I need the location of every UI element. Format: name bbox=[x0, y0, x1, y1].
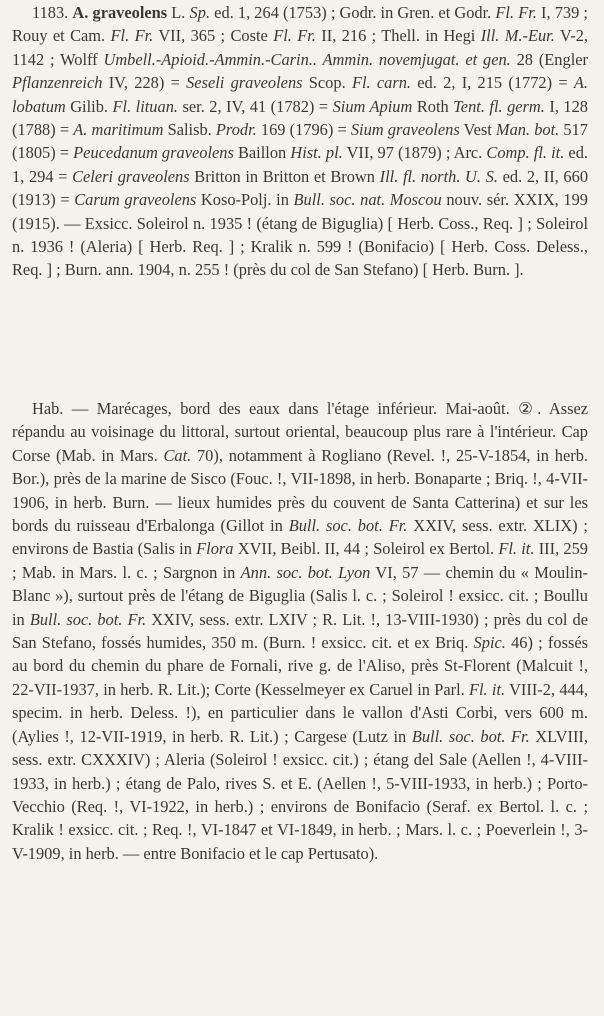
text-segment: I, 128 (1788) = bbox=[12, 96, 588, 140]
italic-segment: Fl. it. bbox=[468, 679, 506, 699]
italic-segment: Spic. bbox=[473, 633, 506, 653]
italic-segment: A. maritimum bbox=[73, 120, 164, 140]
text-segment: ed. 2, II, 660 (1913) = bbox=[12, 166, 589, 210]
italic-segment: Bull. soc. bot. Fr. bbox=[288, 516, 408, 536]
italic-segment: Bull. soc. bot. Fr. bbox=[29, 609, 147, 629]
text-segment: Vest bbox=[459, 120, 496, 140]
entry-number: 1183. bbox=[32, 3, 69, 22]
italic-segment: Man. bot. bbox=[495, 120, 560, 140]
text-segment: I, 739 ; Rouy et Cam. bbox=[12, 3, 588, 46]
italic-segment: Fl. Fr. bbox=[110, 26, 154, 46]
italic-segment: Fl. it. bbox=[498, 539, 535, 559]
italic-segment: Ann. soc. bot. Lyon bbox=[240, 562, 371, 582]
text-segment: Britton in Britton et Brown bbox=[189, 166, 380, 186]
text-segment: Scop. bbox=[302, 73, 352, 93]
text-segment: XLVIII, sess. extr. CXXXIV) ; Aleria (Soleirol ! exsicc. cit.) ; étang del Sale (Aellen !, 4-VIII-1933, in herb.) ; étang de Palo, rives S. et E. (Aellen !, 5-VIII-1933, in herb.) ; Porto-Vecchio (Req. !, VI-1922, in herb.) ; environs de Bonifacio (Seraf. ex Bertol. l. c. ; Kralik ! exsicc. cit. ; Req. !, VI-1847 et VI-1849, in herb. ; Mars. l. c. ; Poeverlein !, 3-V-1909, in herb. — entre Bonifacio et le cap Pertusato). bbox=[12, 726, 588, 863]
text-segment: XXIV, sess. extr. LXIV ; R. Lit. !, 13-VIII-1930) ; près du col de San Stefano, fossés humides, 350 m. (Burn. ! exsicc. cit. et ex Briq. bbox=[12, 609, 588, 653]
italic-segment: Sp. bbox=[189, 3, 211, 22]
italic-segment: Bull. soc. nat. Moscou bbox=[293, 190, 442, 210]
text-segment: VII, 97 (1879) ; Arc. bbox=[342, 143, 487, 163]
text-segment: Roth bbox=[412, 96, 454, 116]
text-segment: II, 216 ; Thell. in Hegi bbox=[315, 26, 481, 46]
text-segment: Hab. — Marécages, bord des eaux dans l'étage inférieur. Mai-août. ②. Assez répandu au voisinage du littoral, surtout oriental, beaucoup plus rare à l'intérieur. Cap Corse (Mab. in Mars. bbox=[12, 399, 588, 465]
italic-segment: Bull. soc. bot. Fr. bbox=[411, 726, 530, 746]
italic-segment: Prodr. bbox=[215, 120, 257, 140]
text-segment: nouv. sér. XXIX, 199 (1915). — Exsicc. Soleirol n. 1935 ! (étang de Biguglia) [ Herb. Coss., Req. ] ; Soleirol n. 1936 ! (Aleria) [ Herb. Req. ] ; Kralik n. 599 ! (Bonifacio) [ Herb. Coss. Deless., Req. ] ; Burn. ann. 1904, n. 255 ! (près du col de San Stefano) [ Herb. Burn. ]. bbox=[12, 190, 588, 280]
italic-segment: Fl. Fr. bbox=[273, 26, 316, 46]
italic-segment: Fl. carn. bbox=[351, 73, 412, 93]
text-segment: L. bbox=[167, 3, 190, 22]
text-segment: Koso-Polj. in bbox=[196, 190, 294, 210]
italic-segment: A. lobatum bbox=[12, 73, 588, 116]
italic-segment: Cat. bbox=[163, 445, 192, 465]
italic-segment: Tent. fl. germ. bbox=[453, 96, 545, 116]
text-segment: ed. 1, 294 = bbox=[12, 143, 588, 186]
species-entry-synonymy bbox=[12, 1, 588, 282]
italic-segment: Fl. lituan. bbox=[112, 96, 178, 116]
text-segment: ed. 2, I, 215 (1772) = bbox=[411, 73, 574, 93]
text-segment: VI, 57 — chemin du « Moulin-Blanc »), surtout près de l'étang de Biguglia (Salis l. c. ; Soleirol ! exsicc. cit. ; Boullu in bbox=[12, 562, 588, 629]
text-segment: V-2, 1142 ; Wolff bbox=[12, 26, 588, 69]
italic-segment: Flora bbox=[196, 539, 234, 559]
italic-segment: Carum graveolens bbox=[74, 190, 197, 210]
text-segment: Baillon bbox=[233, 143, 291, 163]
text-segment: IV, 228) = bbox=[102, 73, 187, 93]
italic-segment: Umbell.-Apioid.-Ammin.-Carin.. Ammin. novemjugat. et gen. bbox=[103, 49, 511, 69]
text-segment: ed. 1, 264 (1753) ; Godr. in Gren. et Godr. bbox=[210, 3, 496, 22]
italic-segment: Sium Apium bbox=[332, 96, 413, 116]
text-segment: ser. 2, IV, 41 (1782) = bbox=[178, 96, 333, 116]
italic-segment: Fl. Fr. bbox=[495, 3, 537, 22]
italic-segment: Seseli graveolens bbox=[186, 73, 303, 93]
text-segment: III, 259 ; Mab. in Mars. l. c. ; Sargnon in bbox=[12, 539, 588, 582]
italic-segment: Peucedanum graveolens bbox=[73, 143, 234, 163]
italic-segment: Ill. M.-Eur. bbox=[480, 26, 555, 46]
text-segment: Gilib. bbox=[65, 96, 113, 116]
entry-genus: A. bbox=[72, 3, 89, 22]
text-segment: 28 (Engler bbox=[510, 49, 588, 69]
text-segment: XXIV, sess. extr. XLIX) ; environs de Bastia (Salis in bbox=[12, 516, 588, 559]
text-segment: VIII-2, 444, specim. in herb. Deless. !), en particulier dans le vallon d'Asti Corbi, vers 600 m. (Aylies !, 12-VII-1919, in herb. R. Lit.) ; Cargese (Lutz in bbox=[12, 679, 588, 746]
text-segment: 169 (1796) = bbox=[256, 120, 351, 140]
text-segment: 46) ; fossés au bord du chemin du phare de Fornali, rive g. de l'Aliso, près St-Florent (Malcuit !, 22-VII-1937, in herb. R. Lit.); Corte (Kesselmeyer ex Caruel in Parl. bbox=[12, 633, 588, 699]
text-segment: XVII, Beibl. II, 44 ; Soleirol ex Bertol. bbox=[233, 539, 499, 559]
italic-segment: Celeri graveolens bbox=[72, 166, 190, 186]
italic-segment: Hist. pl. bbox=[290, 143, 343, 163]
italic-segment: Sium graveolens bbox=[350, 120, 460, 140]
text-segment: 70), notamment à Rogliano (Revel. !, 25-V-1854, in herb. Bor.), près de la marine de Sisco (Fouc. !, VII-1898, in herb. Bonaparte ; Briq. !, 4-VII-1906, in herb. Burn. — lieux humides près du couvent de Santa Catterina) et sur les bords du ruisseau d'Erbalonga (Gillot in bbox=[12, 445, 588, 536]
italic-segment: Ill. fl. north. U. S. bbox=[379, 166, 498, 186]
italic-segment: Pflanzenreich bbox=[12, 73, 103, 93]
species-entry-habitat bbox=[12, 397, 588, 865]
text-segment: VII, 365 ; Coste bbox=[153, 26, 274, 46]
entry-species: graveolens bbox=[92, 3, 168, 22]
text-segment: Salisb. bbox=[163, 120, 216, 140]
text-segment: 517 (1805) = bbox=[12, 120, 588, 163]
italic-segment: Comp. fl. it. bbox=[486, 143, 565, 163]
